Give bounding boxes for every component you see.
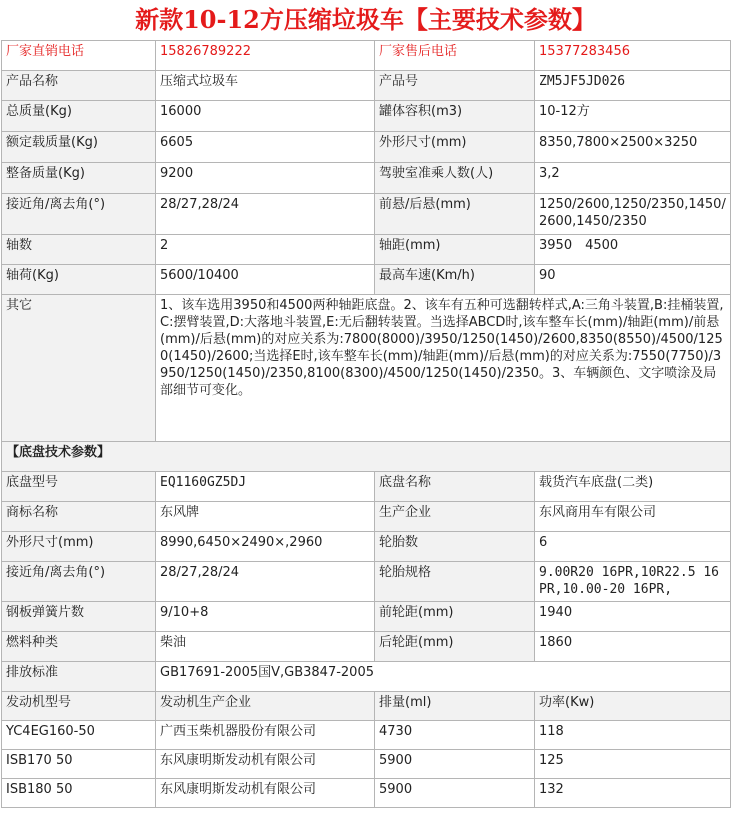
spec-label: 轴数 (2, 235, 156, 265)
spec-value: 10-12方 (535, 101, 731, 132)
spec-value: 载货汽车底盘(二类) (535, 472, 731, 502)
spec-value: EQ1160GZ5DJ (156, 472, 375, 502)
spec-row (2, 194, 731, 235)
spec-value: 1940 (535, 602, 731, 632)
spec-label: 驾驶室准乘人数(人) (375, 163, 535, 194)
engine-cell: 5900 (375, 779, 535, 808)
spec-value: 东风牌 (156, 502, 375, 532)
spec-label: 商标名称 (2, 502, 156, 532)
spec-value: 28/27,28/24 (156, 562, 375, 602)
spec-value: 1860 (535, 632, 731, 662)
engine-cell: 132 (535, 779, 731, 808)
spec-value: 1250/2600,1250/2350,1450/2600,1450/2350 (535, 194, 731, 235)
spec-value: ZM5JF5JD026 (535, 71, 731, 101)
engine-header-cell: 排量(ml) (375, 692, 535, 721)
spec-row (2, 265, 731, 295)
engine-cell: 东风康明斯发动机有限公司 (156, 779, 375, 808)
engine-header-cell: 发动机型号 (2, 692, 156, 721)
spec-value: GB17691-2005国Ⅴ,GB3847-2005 (156, 662, 731, 692)
chassis-section-title: 【底盘技术参数】 (2, 442, 731, 472)
spec-row (2, 532, 731, 562)
spec-row (2, 71, 731, 101)
service-phone-label: 厂家售后电话 (375, 41, 535, 71)
engine-cell: 118 (535, 721, 731, 750)
spec-label: 生产企业 (375, 502, 535, 532)
engine-cell: 4730 (375, 721, 535, 750)
spec-value: 3950 4500 (535, 235, 731, 265)
spec-label: 燃料种类 (2, 632, 156, 662)
spec-label: 接近角/离去角(°) (2, 562, 156, 602)
spec-label: 底盘名称 (375, 472, 535, 502)
spec-label: 产品名称 (2, 71, 156, 101)
spec-label: 轴荷(Kg) (2, 265, 156, 295)
other-label: 其它 (2, 295, 156, 442)
engine-cell: ISB170 50 (2, 750, 156, 779)
engine-header-cell: 功率(Kw) (535, 692, 731, 721)
engine-header-cell: 发动机生产企业 (156, 692, 375, 721)
chassis-section-header (2, 442, 731, 472)
spec-row (2, 101, 731, 132)
engine-row (2, 750, 731, 779)
page-title: 新款10-12方压缩垃圾车【主要技术参数】 (135, 5, 596, 34)
engine-row (2, 779, 731, 808)
engine-cell: 东风康明斯发动机有限公司 (156, 750, 375, 779)
other-notes: 1、该车选用3950和4500两种轴距底盘。2、该车有五种可选翻转样式,A:三角斗装置,B:挂桶装置,C:摆臂装置,D:大落地斗装置,E:无后翻转装置。当选择ABCD时,该车整车长(mm)/轴距(mm)/前悬(mm)/后悬(mm)的对应关系为:7800(8000)/3950/1250(1450)/2600,8350(8550)/4500/1250(1450)/2600;当选择E时,该车整车长(mm)/轴距(mm)/后悬(mm)的对应关系为:7550(7750)/3950/1250(1450)/2350,8100(8300)/4500/1250(1450)/2350。3、车辆颜色、文字喷涂及局部细节可变化。 (156, 295, 731, 442)
spec-value: 东风商用车有限公司 (535, 502, 731, 532)
spec-value: 柴油 (156, 632, 375, 662)
spec-row (2, 132, 731, 163)
spec-label: 轴距(mm) (375, 235, 535, 265)
sales-phone-label: 厂家直销电话 (2, 41, 156, 71)
engine-cell: 125 (535, 750, 731, 779)
spec-value: 压缩式垃圾车 (156, 71, 375, 101)
spec-label: 前悬/后悬(mm) (375, 194, 535, 235)
other-row (2, 295, 731, 442)
engine-cell: 广西玉柴机器股份有限公司 (156, 721, 375, 750)
spec-value: 6 (535, 532, 731, 562)
spec-label: 轮胎规格 (375, 562, 535, 602)
spec-value: 16000 (156, 101, 375, 132)
spec-value: 28/27,28/24 (156, 194, 375, 235)
spec-label: 前轮距(mm) (375, 602, 535, 632)
spec-label: 最高车速(Km/h) (375, 265, 535, 295)
spec-value: 5600/10400 (156, 265, 375, 295)
spec-label: 钢板弹簧片数 (2, 602, 156, 632)
spec-label: 产品号 (375, 71, 535, 101)
engine-header-row (2, 692, 731, 721)
spec-row (2, 502, 731, 532)
spec-label: 轮胎数 (375, 532, 535, 562)
spec-value: 90 (535, 265, 731, 295)
engine-cell: ISB180 50 (2, 779, 156, 808)
spec-value: 8990,6450×2490×,2960 (156, 532, 375, 562)
spec-row (2, 562, 731, 602)
spec-label: 整备质量(Kg) (2, 163, 156, 194)
spec-label: 外形尺寸(mm) (2, 532, 156, 562)
spec-row (2, 662, 731, 692)
contact-row (2, 41, 731, 71)
spec-value: 9200 (156, 163, 375, 194)
spec-value: 2 (156, 235, 375, 265)
spec-label: 额定载质量(Kg) (2, 132, 156, 163)
vehicle-spec-table (1, 40, 731, 808)
spec-row (2, 602, 731, 632)
spec-row (2, 235, 731, 265)
spec-label: 罐体容积(m3) (375, 101, 535, 132)
spec-row (2, 632, 731, 662)
spec-label: 接近角/离去角(°) (2, 194, 156, 235)
spec-row (2, 163, 731, 194)
sales-phone: 15826789222 (156, 41, 375, 71)
engine-row (2, 721, 731, 750)
spec-value: 3,2 (535, 163, 731, 194)
spec-label: 排放标准 (2, 662, 156, 692)
service-phone: 15377283456 (535, 41, 731, 71)
spec-value: 8350,7800×2500×3250 (535, 132, 731, 163)
spec-value: 9/10+8 (156, 602, 375, 632)
spec-label: 后轮距(mm) (375, 632, 535, 662)
spec-label: 底盘型号 (2, 472, 156, 502)
engine-cell: YC4EG160-50 (2, 721, 156, 750)
engine-cell: 5900 (375, 750, 535, 779)
spec-row (2, 472, 731, 502)
spec-value: 9.00R20 16PR,10R22.5 16PR,10.00-20 16PR, (535, 562, 731, 602)
spec-label: 外形尺寸(mm) (375, 132, 535, 163)
spec-value: 6605 (156, 132, 375, 163)
spec-label: 总质量(Kg) (2, 101, 156, 132)
